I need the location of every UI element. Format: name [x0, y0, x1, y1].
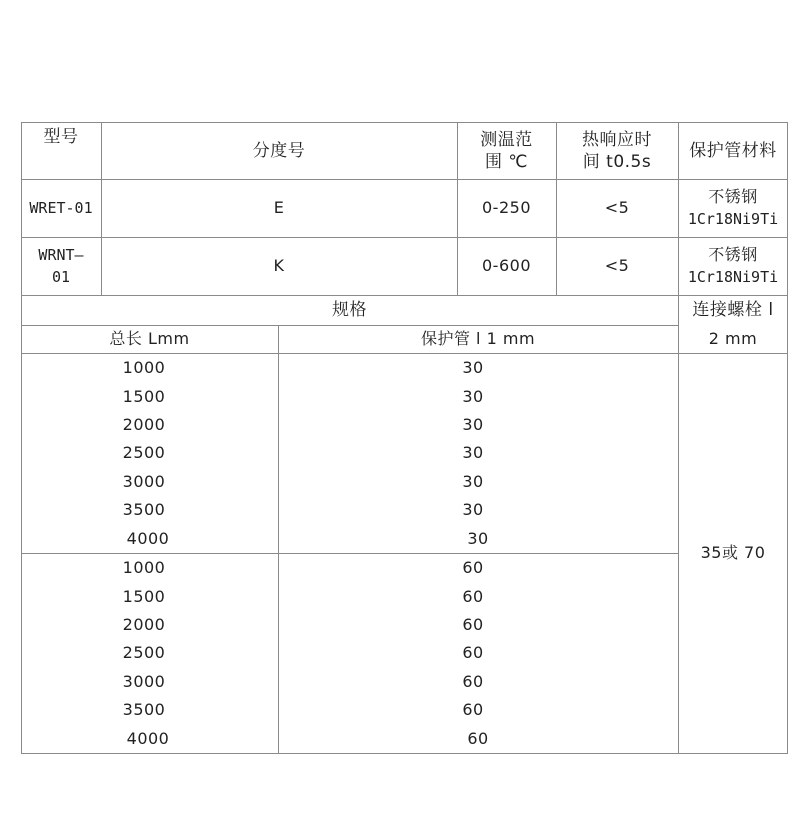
- length-header: 总长 Lmm: [109, 329, 190, 348]
- row2-material-line1: 不锈钢: [708, 245, 758, 264]
- spec-tube-cell: 60: [462, 586, 484, 606]
- row2-division: K: [273, 256, 285, 275]
- table-border-bottom: [21, 753, 788, 754]
- spec-length-cell: 2000: [122, 414, 166, 434]
- spec-tube-cell: 30: [462, 443, 484, 463]
- row2-model: [21, 237, 101, 295]
- spec-tube-cell: 30: [462, 414, 484, 434]
- row2-material: [678, 237, 788, 295]
- header-model: 型号: [43, 127, 79, 147]
- row1-response: <5: [604, 198, 630, 217]
- spec-tube-cell: 30: [462, 386, 484, 406]
- row1-division: E: [273, 198, 285, 217]
- header-range-line2: 围 ℃: [485, 152, 528, 172]
- spec-tube-cell: 60: [462, 614, 484, 634]
- spec-length-cell: 4000: [126, 528, 170, 548]
- bolt-value: 35或 70: [700, 543, 766, 562]
- spec-length-cell: 3000: [122, 471, 166, 491]
- row2-model-line1: WRNT—: [38, 246, 84, 264]
- header-response-line1: 热响应时: [582, 130, 652, 150]
- header-response: [556, 124, 678, 178]
- row2-material-line2: 1Cr18Ni9Ti: [687, 268, 779, 286]
- spec-length-cell: 1500: [122, 586, 166, 606]
- spec-length-cell: 3500: [122, 700, 166, 720]
- spec-table: [21, 122, 788, 754]
- bolt-header-line2: 2 mm: [708, 329, 758, 348]
- spec-tube-cell: 30: [462, 471, 484, 491]
- spec-tube-cell: 30: [467, 528, 489, 548]
- row1-material-line1: 不锈钢: [708, 187, 758, 206]
- header-material: 保护管材料: [689, 140, 777, 161]
- spec-length-cell: 4000: [126, 728, 170, 748]
- header-range: [457, 124, 556, 178]
- row1-material-line2: 1Cr18Ni9Ti: [687, 210, 779, 228]
- spec-length-cell: 1000: [122, 558, 166, 578]
- spec-tube-cell: 60: [467, 728, 489, 748]
- bolt-header-line1: 连接螺栓 l: [692, 300, 774, 320]
- row1-model: WRET-01: [29, 199, 93, 217]
- spec-length-cell: 2500: [122, 443, 166, 463]
- tube-header: 保护管 l 1 mm: [420, 329, 536, 348]
- spec-length-cell: 2000: [122, 614, 166, 634]
- spec-length-cell: 1000: [122, 358, 166, 378]
- spec-tube-cell: 60: [462, 643, 484, 663]
- row1-material: [678, 179, 788, 237]
- row2-response: <5: [604, 256, 630, 275]
- spec-tube-cell: 60: [462, 558, 484, 578]
- row2-model-line2: 01: [51, 268, 71, 286]
- header-division: 分度号: [252, 140, 306, 161]
- spec-tube-cell: 30: [462, 500, 484, 520]
- row1-range: 0-250: [482, 198, 531, 217]
- spec-length-cell: 1500: [122, 386, 166, 406]
- spec-tube-cell: 30: [462, 358, 484, 378]
- spec-length-cell: 3000: [122, 671, 166, 691]
- header-range-line1: 测温范: [480, 130, 533, 150]
- header-response-line2: 间 t0.5s: [582, 152, 652, 172]
- spec-title: 规格: [332, 300, 367, 320]
- row2-range: 0-600: [482, 256, 531, 275]
- spec-tube-cell: 60: [462, 671, 484, 691]
- spec-length-cell: 2500: [122, 643, 166, 663]
- spec-tube-cell: 60: [462, 700, 484, 720]
- spec-length-cell: 3500: [122, 500, 166, 520]
